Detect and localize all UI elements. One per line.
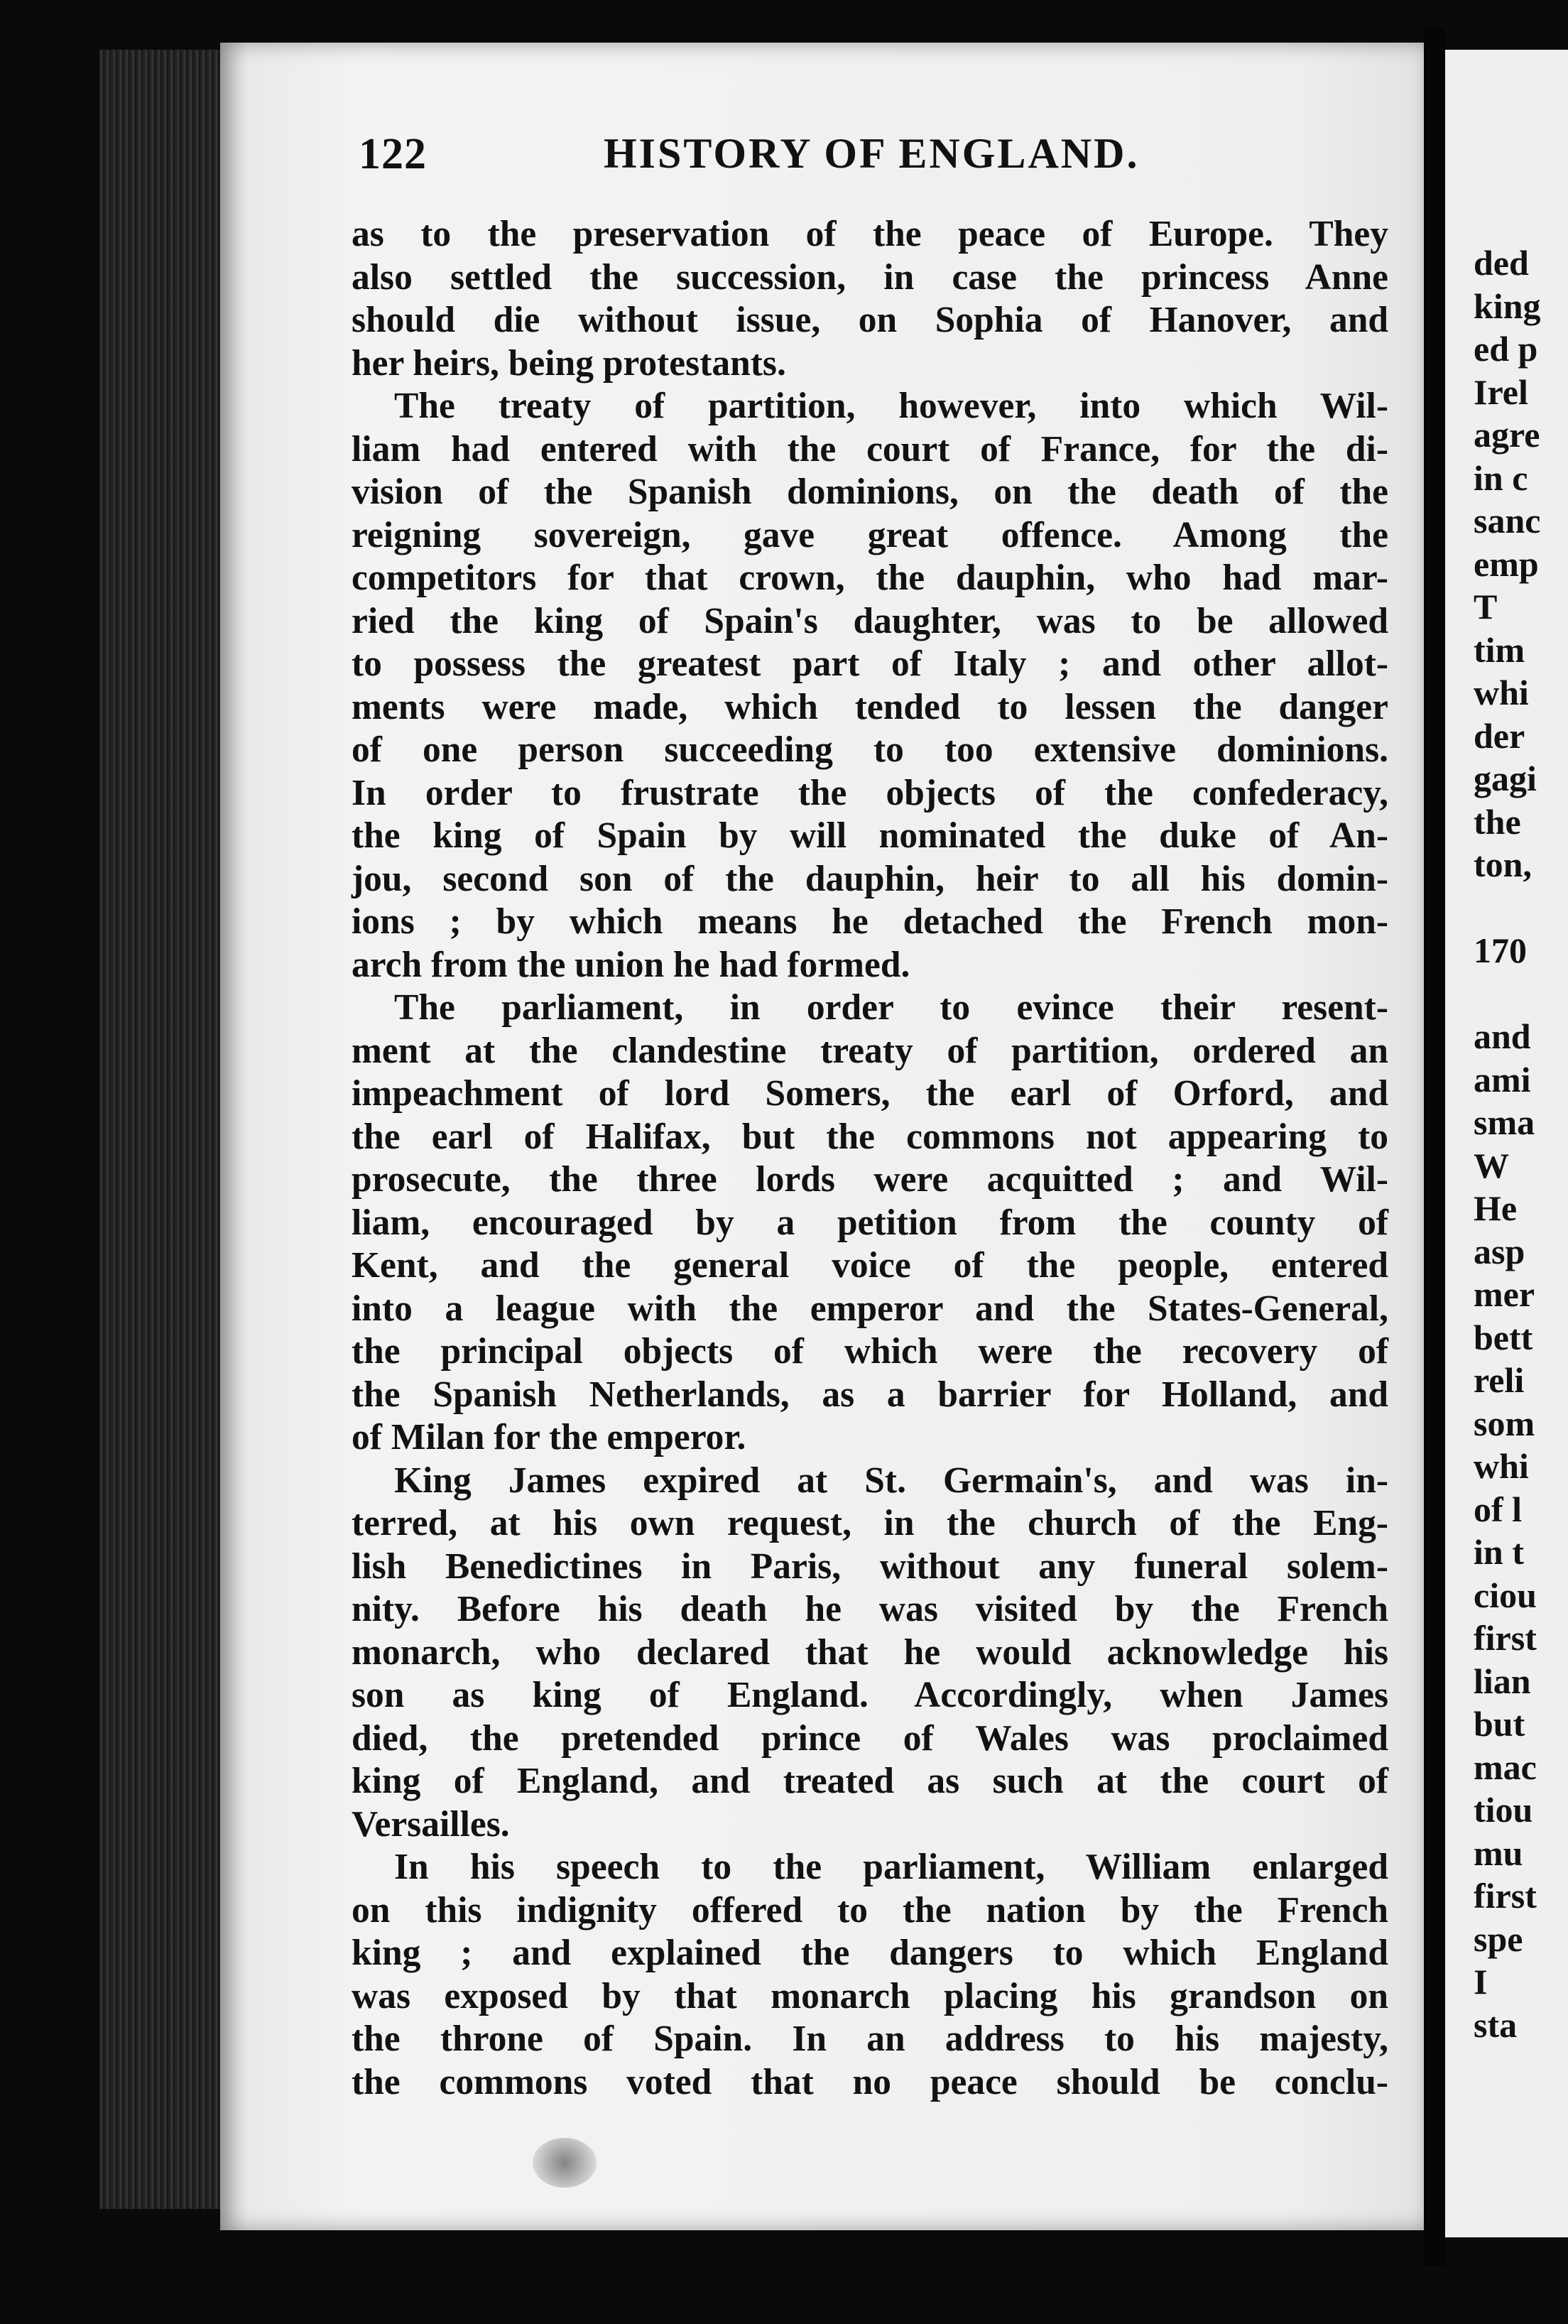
text-line: vision of the Spanish dominions, on the death of the bbox=[352, 472, 1388, 512]
text-line: on this indignity offered to the nation by the French bbox=[352, 1889, 1388, 1931]
facing-text-fragment: the bbox=[1474, 801, 1521, 842]
text-line: as to the preservation of the peace of Europe. They bbox=[352, 214, 1388, 254]
facing-text-fragment: first bbox=[1474, 1876, 1537, 1916]
facing-page-text bbox=[1474, 241, 1568, 2046]
text-line: arch from the union he had formed. bbox=[352, 944, 910, 985]
text-line: competitors for that crown, the dauphin, who had mar- bbox=[352, 558, 1388, 598]
text-line: ions ; by which means he detached the French mon- bbox=[352, 901, 1388, 942]
text-line: ments were made, which tended to lessen the danger bbox=[352, 686, 1388, 727]
page-header bbox=[359, 129, 1175, 186]
facing-text-fragment: W bbox=[1474, 1145, 1509, 1185]
page-number: 122 bbox=[359, 130, 427, 178]
facing-text-fragment: emp bbox=[1474, 543, 1539, 584]
facing-text-fragment: but bbox=[1474, 1704, 1525, 1744]
text-line: also settled the succession, in case the princess Anne bbox=[352, 256, 1388, 298]
text-line: into a league with the emperor and the States-General, bbox=[352, 1288, 1388, 1329]
text-line: the principal objects of which were the recovery of bbox=[352, 1331, 1388, 1372]
facing-text-fragment: Irel bbox=[1474, 371, 1528, 412]
facing-text-fragment bbox=[1474, 972, 1568, 1016]
facing-text-fragment: ton, bbox=[1474, 845, 1532, 884]
text-line: the throne of Spain. In an address to his majesty, bbox=[352, 2019, 1388, 2059]
book-gutter bbox=[1424, 28, 1445, 2266]
facing-text-fragment: first bbox=[1474, 1618, 1537, 1658]
text-line: monarch, who declared that he would acknowledge his bbox=[352, 1631, 1388, 1673]
text-line: reigning sovereign, gave great offence. Among the bbox=[352, 514, 1388, 555]
text-line: prosecute, the three lords were acquitted ; and Wil- bbox=[352, 1159, 1388, 1200]
facing-text-fragment: gagi bbox=[1474, 759, 1537, 798]
text-line: The parliament, in order to evince their resent- bbox=[394, 987, 1388, 1028]
facing-text-fragment: mu bbox=[1474, 1832, 1523, 1873]
facing-text-fragment: ciou bbox=[1474, 1575, 1537, 1615]
text-line: was exposed by that monarch placing his grandson on bbox=[352, 1975, 1388, 2016]
facing-text-fragment: T bbox=[1474, 587, 1498, 626]
text-line: ried the king of Spain's daughter, was to be allowed bbox=[352, 600, 1388, 641]
text-line: king ; and explained the dangers to which England bbox=[352, 1933, 1388, 1973]
facing-text-fragment: in c bbox=[1474, 457, 1528, 498]
facing-text-fragment: lian bbox=[1474, 1661, 1531, 1701]
page-edge bbox=[99, 50, 227, 2209]
text-line: son as king of England. Accordingly, when James bbox=[352, 1675, 1388, 1715]
facing-text-fragment: asp bbox=[1474, 1231, 1525, 1271]
text-line: to possess the greatest part of Italy ; and other allot- bbox=[352, 644, 1388, 684]
text-line: nity. Before his death he was visited by the French bbox=[352, 1589, 1388, 1629]
text-line: terred, at his own request, in the church of the Eng- bbox=[352, 1503, 1388, 1543]
text-line: the king of Spain by will nominated the duke of An- bbox=[352, 815, 1388, 856]
facing-text-fragment: som bbox=[1474, 1403, 1535, 1443]
facing-text-fragment: mer bbox=[1474, 1274, 1535, 1314]
facing-text-fragment: king bbox=[1474, 286, 1541, 326]
text-line: king of England, and treated as such at the court of bbox=[352, 1761, 1388, 1801]
text-line: impeachment of lord Somers, the earl of Orford, and bbox=[352, 1073, 1388, 1114]
facing-text-fragment: sanc bbox=[1474, 501, 1541, 541]
facing-text-fragment: He bbox=[1474, 1188, 1518, 1228]
text-line: her heirs, being protestants. bbox=[352, 342, 786, 384]
facing-text-fragment: ded bbox=[1474, 243, 1529, 283]
running-title: HISTORY OF ENGLAND. bbox=[604, 130, 1140, 177]
facing-text-fragment: tim bbox=[1474, 629, 1525, 670]
facing-text-fragment: whi bbox=[1474, 1446, 1529, 1486]
facing-text-fragment: ed p bbox=[1474, 329, 1538, 369]
text-line: The treaty of partition, however, into which Wil- bbox=[394, 386, 1388, 426]
text-line: died, the pretended prince of Wales was proclaimed bbox=[352, 1717, 1388, 1759]
text-line: lish Benedictines in Paris, without any funeral solem- bbox=[352, 1546, 1388, 1587]
text-line: of Milan for the emperor. bbox=[352, 1417, 746, 1457]
facing-text-fragment: 170 bbox=[1474, 930, 1527, 970]
facing-text-fragment: of l bbox=[1474, 1489, 1523, 1529]
facing-text-fragment: reli bbox=[1474, 1360, 1525, 1400]
text-line: King James expired at St. Germain's, and was in- bbox=[394, 1460, 1388, 1501]
facing-text-fragment: whi bbox=[1474, 673, 1529, 712]
text-line: should die without issue, on Sophia of Hanover, and bbox=[352, 300, 1388, 340]
facing-text-fragment: spe bbox=[1474, 1918, 1523, 1959]
text-line: liam, encouraged by a petition from the county of bbox=[352, 1202, 1388, 1243]
text-line: the commons voted that no peace should be conclu- bbox=[352, 2061, 1388, 2102]
text-line: liam had entered with the court of France, for the di- bbox=[352, 428, 1388, 469]
text-line: Versailles. bbox=[352, 1803, 510, 1845]
facing-text-fragment: ami bbox=[1474, 1059, 1531, 1099]
facing-text-fragment: tiou bbox=[1474, 1790, 1533, 1830]
facing-text-fragment bbox=[1474, 886, 1568, 930]
facing-text-fragment: bett bbox=[1474, 1317, 1533, 1357]
facing-text-fragment: sma bbox=[1474, 1102, 1535, 1142]
ink-blot bbox=[533, 2138, 597, 2188]
text-line: Kent, and the general voice of the people, entered bbox=[352, 1245, 1388, 1286]
facing-text-fragment: agre bbox=[1474, 415, 1540, 455]
text-line: In his speech to the parliament, William enlarged bbox=[394, 1847, 1388, 1887]
facing-text-fragment: in t bbox=[1474, 1532, 1524, 1572]
facing-text-fragment: I bbox=[1474, 1962, 1488, 2002]
text-line: In order to frustrate the objects of the confederacy, bbox=[352, 772, 1388, 813]
facing-text-fragment: mac bbox=[1474, 1747, 1537, 1787]
body-text bbox=[352, 213, 1388, 2104]
text-line: the earl of Halifax, but the commons not appearing to bbox=[352, 1116, 1388, 1157]
text-line: the Spanish Netherlands, as a barrier for Holland, and bbox=[352, 1374, 1388, 1415]
text-line: ment at the clandestine treaty of partition, ordered an bbox=[352, 1030, 1388, 1071]
text-line: jou, second son of the dauphin, heir to all his domin- bbox=[352, 858, 1388, 899]
facing-text-fragment: der bbox=[1474, 715, 1525, 756]
text-line: of one person succeeding to too extensive dominions. bbox=[352, 729, 1388, 770]
facing-text-fragment: sta bbox=[1474, 2004, 1518, 2045]
facing-text-fragment: and bbox=[1474, 1016, 1531, 1056]
